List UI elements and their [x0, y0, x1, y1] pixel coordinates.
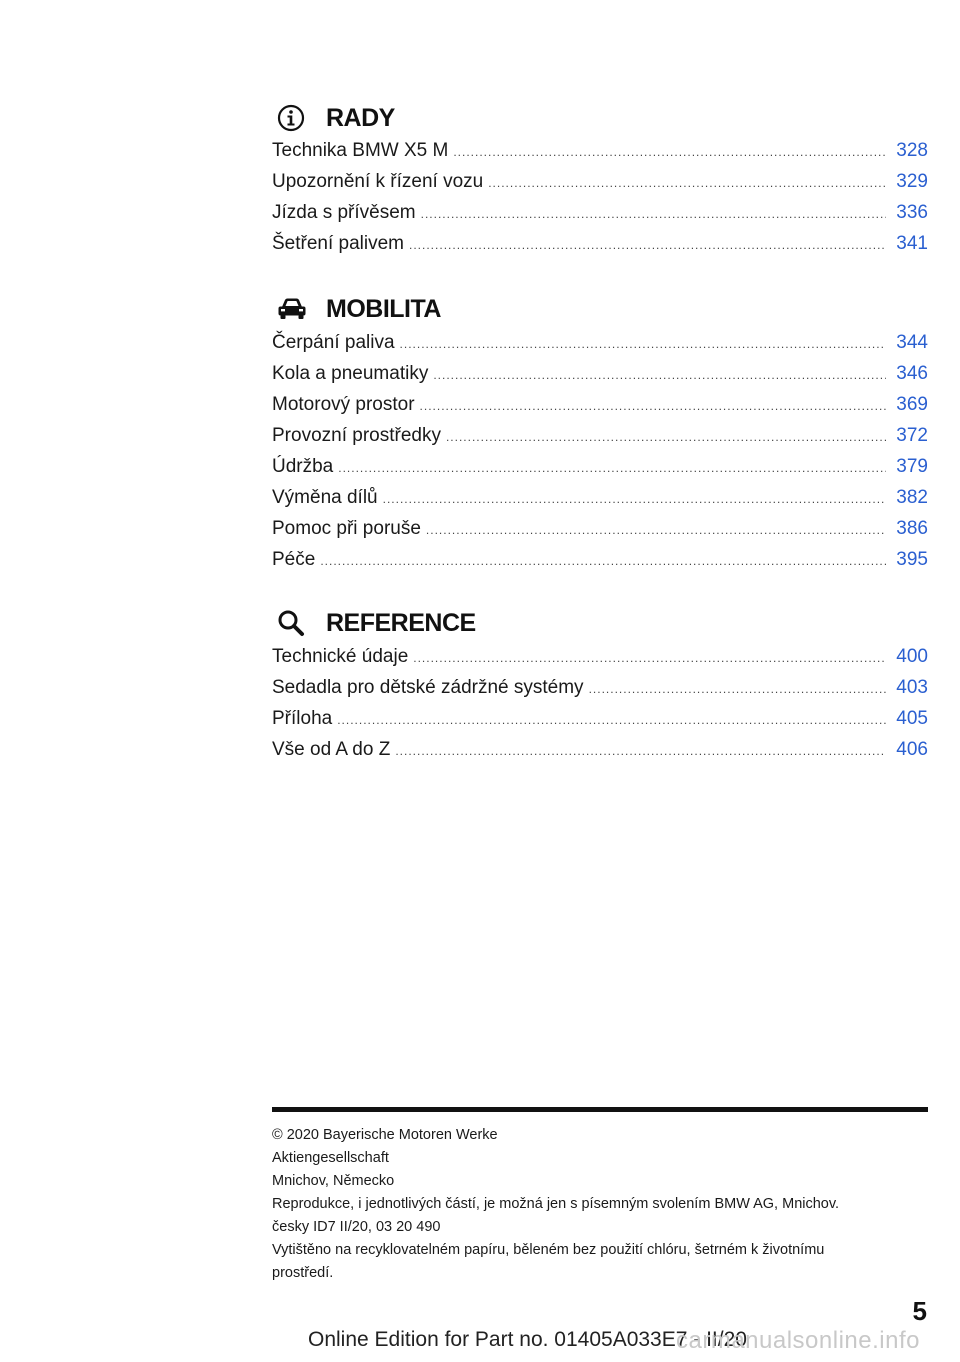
toc-entry-label: Upozornění k řízení vozu — [272, 171, 484, 192]
toc-entry-page-link[interactable]: 403 — [896, 677, 928, 698]
toc-entry-page-link[interactable]: 400 — [896, 646, 928, 667]
toc-entry-label: Motorový prostor — [272, 394, 415, 415]
toc-entry-label: Sedadla pro dětské zádržné systémy — [272, 677, 584, 698]
dot-leader — [320, 554, 886, 568]
toc-entry[interactable] — [272, 487, 928, 518]
toc-entry[interactable] — [272, 708, 928, 739]
toc-entry-page-link[interactable]: 405 — [896, 708, 928, 729]
toc-entry-label: Kola a pneumatiky — [272, 363, 429, 384]
imprint-line: Mnichov, Německo — [272, 1173, 395, 1189]
section-heading — [272, 98, 928, 138]
toc-entry[interactable] — [272, 394, 928, 425]
toc-entry[interactable] — [272, 363, 928, 394]
toc-entry-page-link[interactable]: 341 — [896, 233, 928, 254]
toc-entry-page-link[interactable]: 395 — [896, 549, 928, 570]
dot-leader — [453, 145, 886, 159]
toc-entry-page-link[interactable]: 386 — [896, 518, 928, 539]
section-heading — [272, 603, 928, 643]
toc-entry-label: Pomoc při poruše — [272, 518, 421, 539]
toc-entry-page-link[interactable]: 379 — [896, 456, 928, 477]
dot-leader — [421, 207, 886, 221]
dot-leader — [413, 651, 886, 665]
toc-entry[interactable] — [272, 456, 928, 487]
dot-leader — [383, 492, 886, 506]
imprint-line: prostředí. — [272, 1265, 334, 1281]
dot-leader — [589, 682, 886, 696]
dot-leader — [433, 368, 886, 382]
section-rady — [272, 98, 928, 264]
toc-entry[interactable] — [272, 549, 928, 580]
toc-entry[interactable] — [272, 646, 928, 677]
dot-leader — [446, 430, 886, 444]
toc-entry[interactable] — [272, 332, 928, 363]
toc-entry-label: Péče — [272, 549, 316, 570]
dot-leader — [426, 523, 886, 537]
toc-entry[interactable] — [272, 233, 928, 264]
toc-entry-label: Technické údaje — [272, 646, 409, 667]
toc-entry-label: Údržba — [272, 456, 334, 477]
toc-entry-page-link[interactable]: 369 — [896, 394, 928, 415]
section-title: REFERENCE — [326, 608, 476, 637]
imprint-block — [272, 1124, 912, 1285]
section-title: RADY — [326, 103, 395, 132]
toc-entry-label: Příloha — [272, 708, 333, 729]
section-mobilita — [272, 289, 928, 580]
toc-entry-label: Provozní prostředky — [272, 425, 441, 446]
dot-leader — [420, 399, 886, 413]
toc-entry-label: Čerpání paliva — [272, 332, 395, 353]
watermark: carmanualsonline.info — [676, 1327, 920, 1354]
toc-entry[interactable] — [272, 202, 928, 233]
footer-edition: Online Edition for Part no. 01405A033E7 - II/20 — [308, 1328, 747, 1351]
section-title: MOBILITA — [326, 294, 441, 323]
toc-entry-page-link[interactable]: 328 — [896, 140, 928, 161]
toc-entry-page-link[interactable]: 329 — [896, 171, 928, 192]
toc-entry[interactable] — [272, 171, 928, 202]
magnifier-icon — [276, 603, 316, 643]
toc-entry-label: Vše od A do Z — [272, 739, 391, 760]
toc-entry-page-link[interactable]: 406 — [896, 739, 928, 760]
toc-entry[interactable] — [272, 739, 928, 770]
dot-leader — [409, 238, 886, 252]
section-heading — [272, 289, 928, 329]
toc-entry-label: Šetření palivem — [272, 233, 405, 254]
toc-entry-label: Jízda s přívěsem — [272, 202, 416, 223]
info-circle-icon — [276, 98, 316, 138]
section-reference — [272, 603, 928, 770]
toc-entry-page-link[interactable]: 346 — [896, 363, 928, 384]
imprint-line: česky ID7 II/20, 03 20 490 — [272, 1219, 441, 1235]
toc-entry[interactable] — [272, 677, 928, 708]
toc-entry-page-link[interactable]: 336 — [896, 202, 928, 223]
dot-leader — [400, 337, 886, 351]
imprint-line: Aktiengesellschaft — [272, 1150, 389, 1166]
imprint-line: © 2020 Bayerische Motoren Werke — [272, 1127, 498, 1143]
imprint-line: Vytištěno na recyklovatelném papíru, běleném bez použití chlóru, šetrném k životnímu — [272, 1242, 825, 1258]
dot-leader — [395, 744, 886, 758]
imprint-line: Reprodukce, i jednotlivých částí, je možná jen s písemným svolením BMW AG, Mnichov. — [272, 1196, 840, 1212]
dot-leader — [337, 713, 886, 727]
dot-leader — [338, 461, 886, 475]
toc-entry-label: Technika BMW X5 M — [272, 140, 449, 161]
toc-entry-page-link[interactable]: 344 — [896, 332, 928, 353]
toc-entry[interactable] — [272, 140, 928, 171]
toc-entry[interactable] — [272, 425, 928, 456]
page-number: 5 — [912, 1296, 927, 1326]
toc-entry-page-link[interactable]: 372 — [896, 425, 928, 446]
car-icon — [276, 289, 316, 329]
divider-rule — [272, 1107, 928, 1112]
toc-entry-label: Výměna dílů — [272, 487, 378, 508]
toc-entry-page-link[interactable]: 382 — [896, 487, 928, 508]
toc-entry[interactable] — [272, 518, 928, 549]
dot-leader — [488, 176, 886, 190]
